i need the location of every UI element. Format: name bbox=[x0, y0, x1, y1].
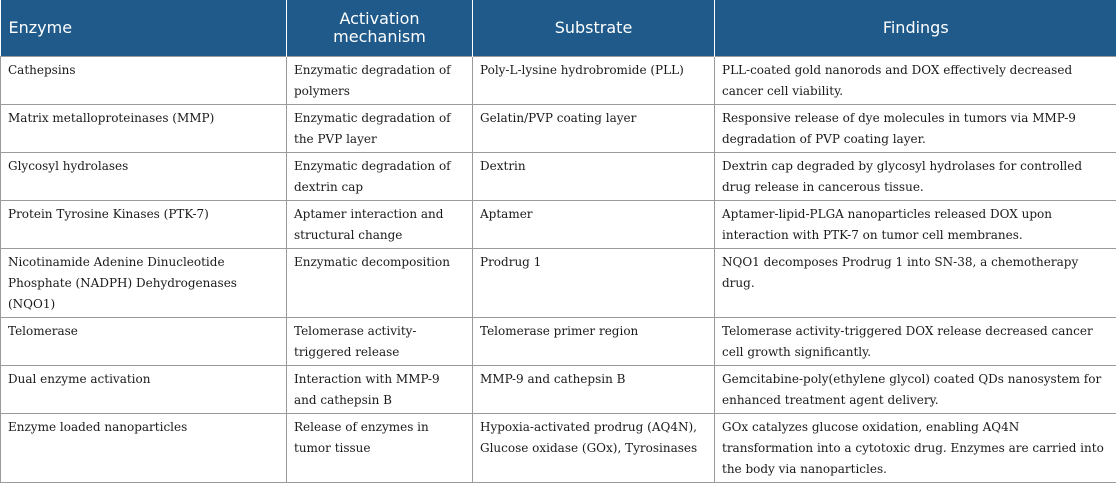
table-row bbox=[1, 249, 1116, 318]
cell-substrate: Poly-L-lysine hydrobromide (PLL) bbox=[473, 57, 715, 105]
cell-substrate: Aptamer bbox=[473, 201, 715, 249]
cell-substrate: Dextrin bbox=[473, 153, 715, 201]
table-row bbox=[1, 105, 1116, 153]
cell-findings: Dextrin cap degraded by glycosyl hydrolases for controlled drug release in cancerous tissue. bbox=[715, 153, 1116, 201]
header-findings: Findings bbox=[715, 0, 1116, 57]
header-activation-mechanism: Activation mechanism bbox=[287, 0, 473, 57]
cell-enzyme: Matrix metalloproteinases (MMP) bbox=[1, 105, 287, 153]
cell-enzyme: Glycosyl hydrolases bbox=[1, 153, 287, 201]
cell-findings: Telomerase activity-triggered DOX release decreased cancer cell growth significantly. bbox=[715, 318, 1116, 366]
cell-enzyme: Cathepsins bbox=[1, 57, 287, 105]
cell-findings: PLL-coated gold nanorods and DOX effectively decreased cancer cell viability. bbox=[715, 57, 1116, 105]
cell-findings: NQO1 decomposes Prodrug 1 into SN-38, a chemotherapy drug. bbox=[715, 249, 1116, 318]
cell-mechanism: Aptamer interaction and structural change bbox=[287, 201, 473, 249]
cell-mechanism: Release of enzymes in tumor tissue bbox=[287, 414, 473, 483]
table-row bbox=[1, 366, 1116, 414]
cell-enzyme: Nicotinamide Adenine Dinucleotide Phosphate (NADPH) Dehydrogenases (NQO1) bbox=[1, 249, 287, 318]
cell-substrate: Hypoxia-activated prodrug (AQ4N), Glucose oxidase (GOx), Tyrosinases bbox=[473, 414, 715, 483]
header-enzyme: Enzyme bbox=[1, 0, 287, 57]
cell-substrate: MMP-9 and cathepsin B bbox=[473, 366, 715, 414]
cell-findings: Responsive release of dye molecules in tumors via MMP-9 degradation of PVP coating layer. bbox=[715, 105, 1116, 153]
cell-mechanism: Interaction with MMP-9 and cathepsin B bbox=[287, 366, 473, 414]
header-row bbox=[1, 0, 1116, 57]
cell-mechanism: Enzymatic decomposition bbox=[287, 249, 473, 318]
table-row bbox=[1, 201, 1116, 249]
cell-enzyme: Dual enzyme activation bbox=[1, 366, 287, 414]
cell-mechanism: Telomerase activity-triggered release bbox=[287, 318, 473, 366]
cell-substrate: Gelatin/PVP coating layer bbox=[473, 105, 715, 153]
table-row bbox=[1, 153, 1116, 201]
cell-mechanism: Enzymatic degradation of the PVP layer bbox=[287, 105, 473, 153]
cell-enzyme: Telomerase bbox=[1, 318, 287, 366]
cell-mechanism: Enzymatic degradation of dextrin cap bbox=[287, 153, 473, 201]
cell-findings: GOx catalyzes glucose oxidation, enabling AQ4N transformation into a cytotoxic drug. Enzymes are carried into the body via nanoparticles. bbox=[715, 414, 1116, 483]
cell-enzyme: Protein Tyrosine Kinases (PTK-7) bbox=[1, 201, 287, 249]
table-row bbox=[1, 57, 1116, 105]
cell-mechanism: Enzymatic degradation of polymers bbox=[287, 57, 473, 105]
cell-findings: Aptamer-lipid-PLGA nanoparticles released DOX upon interaction with PTK-7 on tumor cell membranes. bbox=[715, 201, 1116, 249]
cell-substrate: Prodrug 1 bbox=[473, 249, 715, 318]
cell-substrate: Telomerase primer region bbox=[473, 318, 715, 366]
table-row bbox=[1, 414, 1116, 483]
cell-findings: Gemcitabine-poly(ethylene glycol) coated QDs nanosystem for enhanced treatment agent delivery. bbox=[715, 366, 1116, 414]
table-row bbox=[1, 318, 1116, 366]
header-substrate: Substrate bbox=[473, 0, 715, 57]
cell-enzyme: Enzyme loaded nanoparticles bbox=[1, 414, 287, 483]
